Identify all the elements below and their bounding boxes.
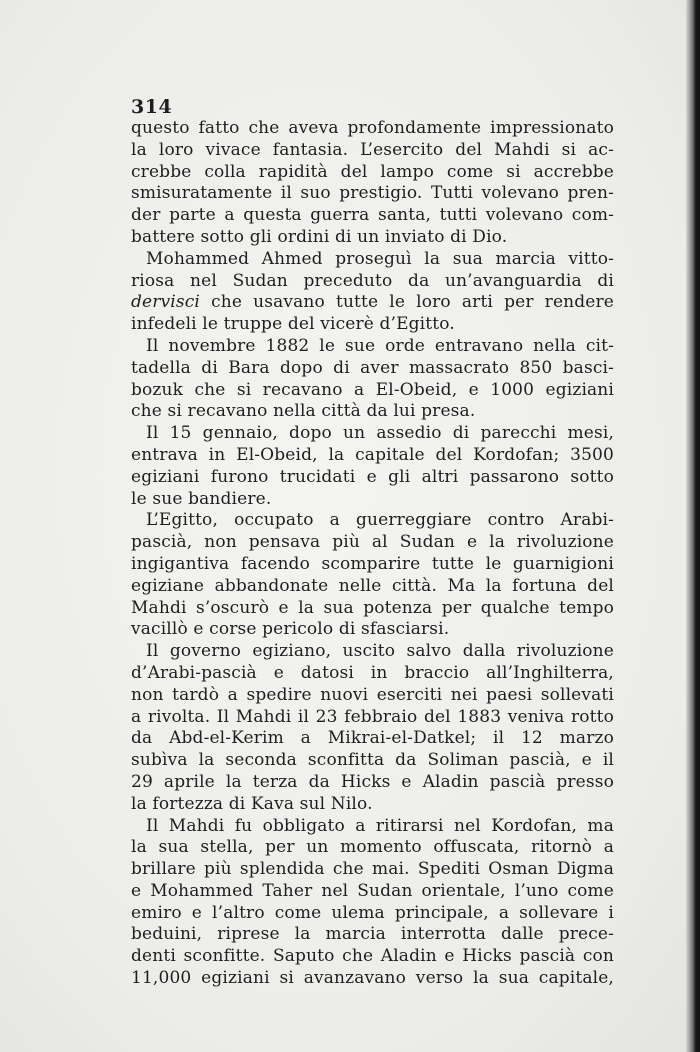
text-line: la loro vivace fantasia. L’esercito del Mahdi si ac- xyxy=(131,139,614,160)
text-line: egiziane abbandonate nelle città. Ma la fortuna del xyxy=(131,575,614,596)
page-edge-shadow xyxy=(686,0,700,1052)
text-line: ingigantiva facendo scomparire tutte le guarnigioni xyxy=(131,553,614,574)
text-line: che si recavano nella città da lui presa. xyxy=(131,401,476,422)
text-line: der parte a questa guerra santa, tutti volevano com- xyxy=(131,205,614,226)
text-line: egiziani furono trucidati e gli altri passarono sotto xyxy=(131,466,614,487)
text-line: non tardò a spedire nuovi eserciti nei paesi sollevati xyxy=(131,684,614,705)
text-line: 11,000 egiziani si avanzavano verso la sua capitale, xyxy=(131,968,614,989)
text-line: L’Egitto, occupato a guerreggiare contro Arabi- xyxy=(146,510,614,531)
text-line: pascià, non pensava più al Sudan e la rivoluzione xyxy=(131,532,614,553)
text-line: battere sotto gli ordini di un inviato di Dio. xyxy=(131,226,508,247)
text-line: da Abd-el-Kerim a Mikrai-el-Datkel; il 12 marzo xyxy=(131,728,614,749)
text-line: la fortezza di Kava sul Nilo. xyxy=(131,793,373,814)
text-line: emiro e l’altro come ulema principale, a sollevare i xyxy=(131,902,614,923)
text-line: brillare più splendida che mai. Spediti Osman Digma xyxy=(131,859,614,880)
text-line: 29 aprile la terza da Hicks e Aladin pascià presso xyxy=(131,771,614,792)
text-line: subìva la seconda sconfitta da Soliman pascià, e il xyxy=(131,750,614,771)
text-line: le sue bandiere. xyxy=(131,488,272,509)
text-line: denti sconfitte. Saputo che Aladin e Hicks pascià con xyxy=(131,946,614,967)
text-line: Il governo egiziano, uscito salvo dalla rivoluzione xyxy=(146,641,614,662)
text-line: tadella di Bara dopo di aver massacrato 850 basci- xyxy=(131,357,614,378)
text-line: Mohammed Ahmed proseguì la sua marcia vitto- xyxy=(146,248,614,269)
text-line: infedeli le truppe del vicerè d’Egitto. xyxy=(131,314,455,335)
italic-term: dervisci xyxy=(131,292,200,313)
text-line: entrava in El-Obeid, la capitale del Kordofan; 3500 xyxy=(131,444,614,465)
text-line: questo fatto che aveva profondamente impressionato xyxy=(131,118,614,138)
text-line: d’Arabi-pascià e datosi in braccio all’Inghilterra, xyxy=(131,662,614,683)
text-line: Il novembre 1882 le sue orde entravano nella cit- xyxy=(146,335,614,356)
text-line: smisuratamente il suo prestigio. Tutti volevano pren- xyxy=(131,183,614,204)
text-line: Il Mahdi fu obbligato a ritirarsi nel Kordofan, ma xyxy=(146,815,614,836)
text-line: la sua stella, per un momento offuscata, ritornò a xyxy=(131,837,614,858)
text-line: Mahdi s’oscurò e la sua potenza per qualche tempo xyxy=(131,597,614,618)
text-line: vacillò e corse pericolo di sfasciarsi. xyxy=(131,619,450,640)
body-text xyxy=(131,118,614,990)
text-line: dervisci che usavano tutte le loro arti per rendere xyxy=(131,292,614,313)
text-line: bozuk che si recavano a El-Obeid, e 1000 egiziani xyxy=(131,379,614,400)
text-line: Il 15 gennaio, dopo un assedio di parecchi mesi, xyxy=(146,423,614,444)
text-line: crebbe colla rapidità del lampo come si accrebbe xyxy=(131,161,614,182)
text-line: riosa nel Sudan preceduto da un’avanguardia di xyxy=(131,270,614,291)
page-number: 314 xyxy=(131,96,173,118)
text-line: beduini, riprese la marcia interrotta dalle prece- xyxy=(131,924,614,945)
text-line: e Mohammed Taher nel Sudan orientale, l’uno come xyxy=(131,880,614,901)
text-line: a rivolta. Il Mahdi il 23 febbraio del 1883 veniva rotto xyxy=(131,706,614,727)
